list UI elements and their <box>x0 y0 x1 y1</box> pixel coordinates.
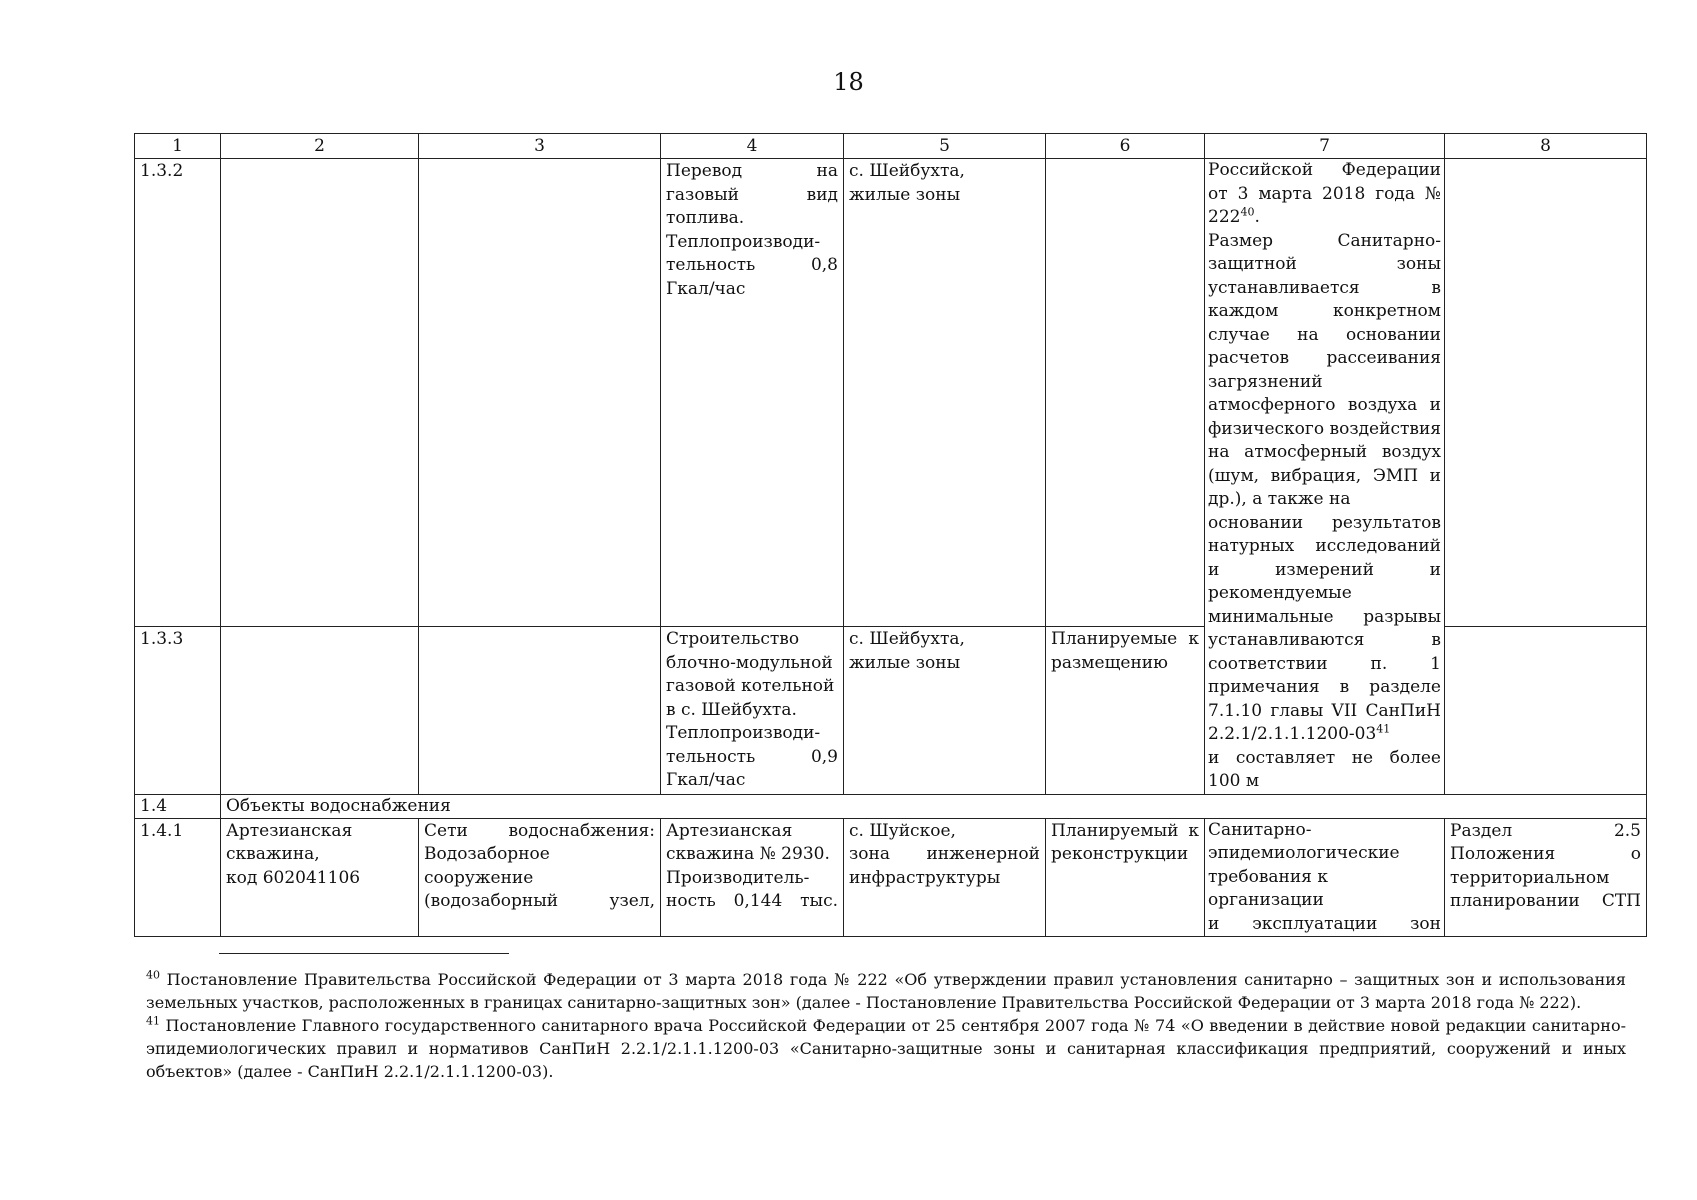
text-line: соответствии п. 1 <box>1208 653 1441 674</box>
footnote-ref-41: 41 <box>1376 722 1391 736</box>
cell-restrictions <box>1205 159 1445 795</box>
text-line: ность 0,144 тыс. <box>666 891 838 911</box>
text-line: и составляет не более <box>1208 747 1441 768</box>
cell-name <box>221 627 419 795</box>
text-line: расчетов рассеивания <box>1208 348 1441 368</box>
text-line: на атмосферный воздух <box>1208 442 1441 462</box>
footnote-mark: 41 <box>146 1014 160 1028</box>
table-row-1-4-1 <box>135 818 1647 937</box>
cell-description <box>661 627 844 795</box>
text-line: натурных исследований <box>1208 536 1441 556</box>
text-line: минимальные разрывы <box>1208 606 1441 627</box>
text-line: блочно-модульной <box>666 652 833 673</box>
text-line: устанавливается в <box>1208 277 1441 298</box>
text-line: жилые зоны <box>849 652 961 673</box>
text-line: с. Шейбухта, <box>849 629 965 649</box>
col-header: 6 <box>1046 134 1205 159</box>
text-line: планировании СТП <box>1450 891 1641 911</box>
text-line: эпидемиологические <box>1208 843 1400 863</box>
text-line: защитной зоны <box>1208 254 1441 274</box>
text-line: каждом конкретном <box>1208 301 1441 321</box>
text-line: реконструкции <box>1051 844 1189 864</box>
col-header: 3 <box>419 134 661 159</box>
cell-name <box>221 159 419 627</box>
text-line: газовой котельной <box>666 676 835 696</box>
text-line: Планируемый к <box>1051 820 1199 841</box>
col-header: 5 <box>844 134 1046 159</box>
text-line: основании результатов <box>1208 512 1441 533</box>
text-line: др.), а также на <box>1208 489 1351 509</box>
section-title: Объекты водоснабжения <box>221 794 1647 818</box>
text-line: устанавливаются в <box>1208 630 1441 650</box>
text-line: случае на основании <box>1208 324 1441 345</box>
footnote-separator <box>219 953 509 954</box>
text-line: требования к организации <box>1208 866 1328 910</box>
cell-status <box>1046 818 1205 937</box>
table-section-row <box>135 794 1647 818</box>
text-line: жилые зоны <box>849 184 961 205</box>
cell-location <box>844 818 1046 937</box>
cell-type <box>419 159 661 627</box>
col-header: 2 <box>221 134 419 159</box>
text-line: Строительство <box>666 629 800 649</box>
row-number: 1.3.2 <box>135 159 221 627</box>
text-line: тельность 0,8 <box>666 255 838 275</box>
col-header: 4 <box>661 134 844 159</box>
text-line: код 602041106 <box>226 867 361 888</box>
text-fragment: 2.2.1/2.1.1.1200-03 <box>1208 724 1377 744</box>
row-number: 1.4.1 <box>135 818 221 937</box>
table-row-1-3-2 <box>135 159 1647 627</box>
text-fragment: 222 <box>1208 207 1241 227</box>
footnote-mark: 40 <box>146 968 160 982</box>
footnote-text: Постановление Главного государственного санитарного врача Российской Федерации от 25 сентября 2007 года № 74 «О введении в действие новой редакции санитарно-эпидемиологических правил и нормативов СанПиН 2.2.1/2.1.1.1200-03 «Санитарно-защитные зоны и санитарная классификация предприятий, сооружений и иных объектов» (далее - СанПиН 2.2.1/2.1.1.1200-03). <box>146 1016 1626 1081</box>
text-line: инфраструктуры <box>849 867 1001 888</box>
text-line: 7.1.10 главы VII СанПиН <box>1208 700 1441 721</box>
cell-status <box>1046 627 1205 795</box>
text-line: Гкал/час <box>666 770 746 790</box>
page-number: 18 <box>833 68 864 96</box>
col-header: 1 <box>135 134 221 159</box>
text-line: скважина № 2930. <box>666 844 830 864</box>
text-line: в с. Шейбухта. <box>666 699 797 720</box>
text-line: Перевод на <box>666 161 838 181</box>
cell-reference <box>1445 818 1647 937</box>
row-number: 1.3.3 <box>135 627 221 795</box>
footnote-40 <box>146 968 1626 1014</box>
text-line: Теплопроизводи- <box>666 723 821 743</box>
header-row <box>135 134 1647 159</box>
text-line: атмосферного воздуха и <box>1208 395 1441 415</box>
cell-type <box>419 627 661 795</box>
footnote-ref-40: 40 <box>1240 205 1255 219</box>
text-line: от 3 марта 2018 года № <box>1208 183 1441 204</box>
text-line: (шум, вибрация, ЭМП и <box>1208 465 1441 486</box>
cell-description <box>661 159 844 627</box>
text-line: Размер Санитарно- <box>1208 230 1441 251</box>
footnotes <box>146 968 1626 1083</box>
text-line: Водозаборное <box>424 844 550 864</box>
text-line: Российской Федерации <box>1208 160 1441 180</box>
cell-name <box>221 818 419 937</box>
cell-location <box>844 627 1046 795</box>
text-line: примечания в разделе <box>1208 677 1441 697</box>
text-line: сооружение <box>424 867 534 888</box>
text-line: газовый вид <box>666 184 838 205</box>
cell-reference <box>1445 159 1647 627</box>
text-line: Производитель- <box>666 867 810 888</box>
text-line: Артезианская <box>226 820 353 841</box>
text-line: Теплопроизводи- <box>666 231 821 252</box>
text-line: 100 м <box>1208 771 1260 791</box>
text-line: территориальном <box>1450 867 1610 888</box>
text-line: Сети водоснабжения: <box>424 820 655 841</box>
text-line: Положения о <box>1450 844 1641 864</box>
cell-type <box>419 818 661 937</box>
footnote-41 <box>146 1014 1626 1083</box>
text-line: (водозаборный узел, <box>424 891 655 911</box>
text-line: Планируемые к <box>1051 629 1199 649</box>
row-number: 1.4 <box>135 794 221 818</box>
objects-table <box>134 133 1647 937</box>
cell-restrictions <box>1205 818 1445 937</box>
text-line: топлива. <box>666 208 745 228</box>
text-line: и эксплуатации зон <box>1208 913 1441 934</box>
text-line: рекомендуемые <box>1208 583 1352 603</box>
text-line: Гкал/час <box>666 278 746 299</box>
text-line: Артезианская <box>666 820 793 841</box>
cell-status <box>1046 159 1205 627</box>
text-line: $222^{40}$. <box>1208 205 1260 227</box>
text-line: размещению <box>1051 652 1168 673</box>
text-line: тельность 0,9 <box>666 746 838 767</box>
text-line: с. Шуйское, <box>849 820 956 841</box>
cell-reference <box>1445 627 1647 795</box>
text-line: скважина, <box>226 844 320 864</box>
cell-location <box>844 159 1046 627</box>
text-line: загрязнений <box>1208 371 1323 392</box>
text-line: Санитарно- <box>1208 819 1312 840</box>
cell-description <box>661 818 844 937</box>
text-line: с. Шейбухта, <box>849 161 965 181</box>
col-header: 8 <box>1445 134 1647 159</box>
col-header: 7 <box>1205 134 1445 159</box>
text-line: физического воздействия <box>1208 418 1441 439</box>
text-line: Раздел 2.5 <box>1450 820 1641 841</box>
text-line <box>1208 723 1441 747</box>
footnote-text: Постановление Правительства Российской Федерации от 3 марта 2018 года № 222 «Об утверждении правил установления санитарно – защитных зон и использования земельных участков, расположенных в границах санитарно-защитных зон» (далее - Постановление Правительства Российской Федерации от 3 марта 2018 года № 222). <box>146 970 1626 1012</box>
text-line: зона инженерной <box>849 844 1040 864</box>
text-line: и измерений и <box>1208 559 1441 580</box>
